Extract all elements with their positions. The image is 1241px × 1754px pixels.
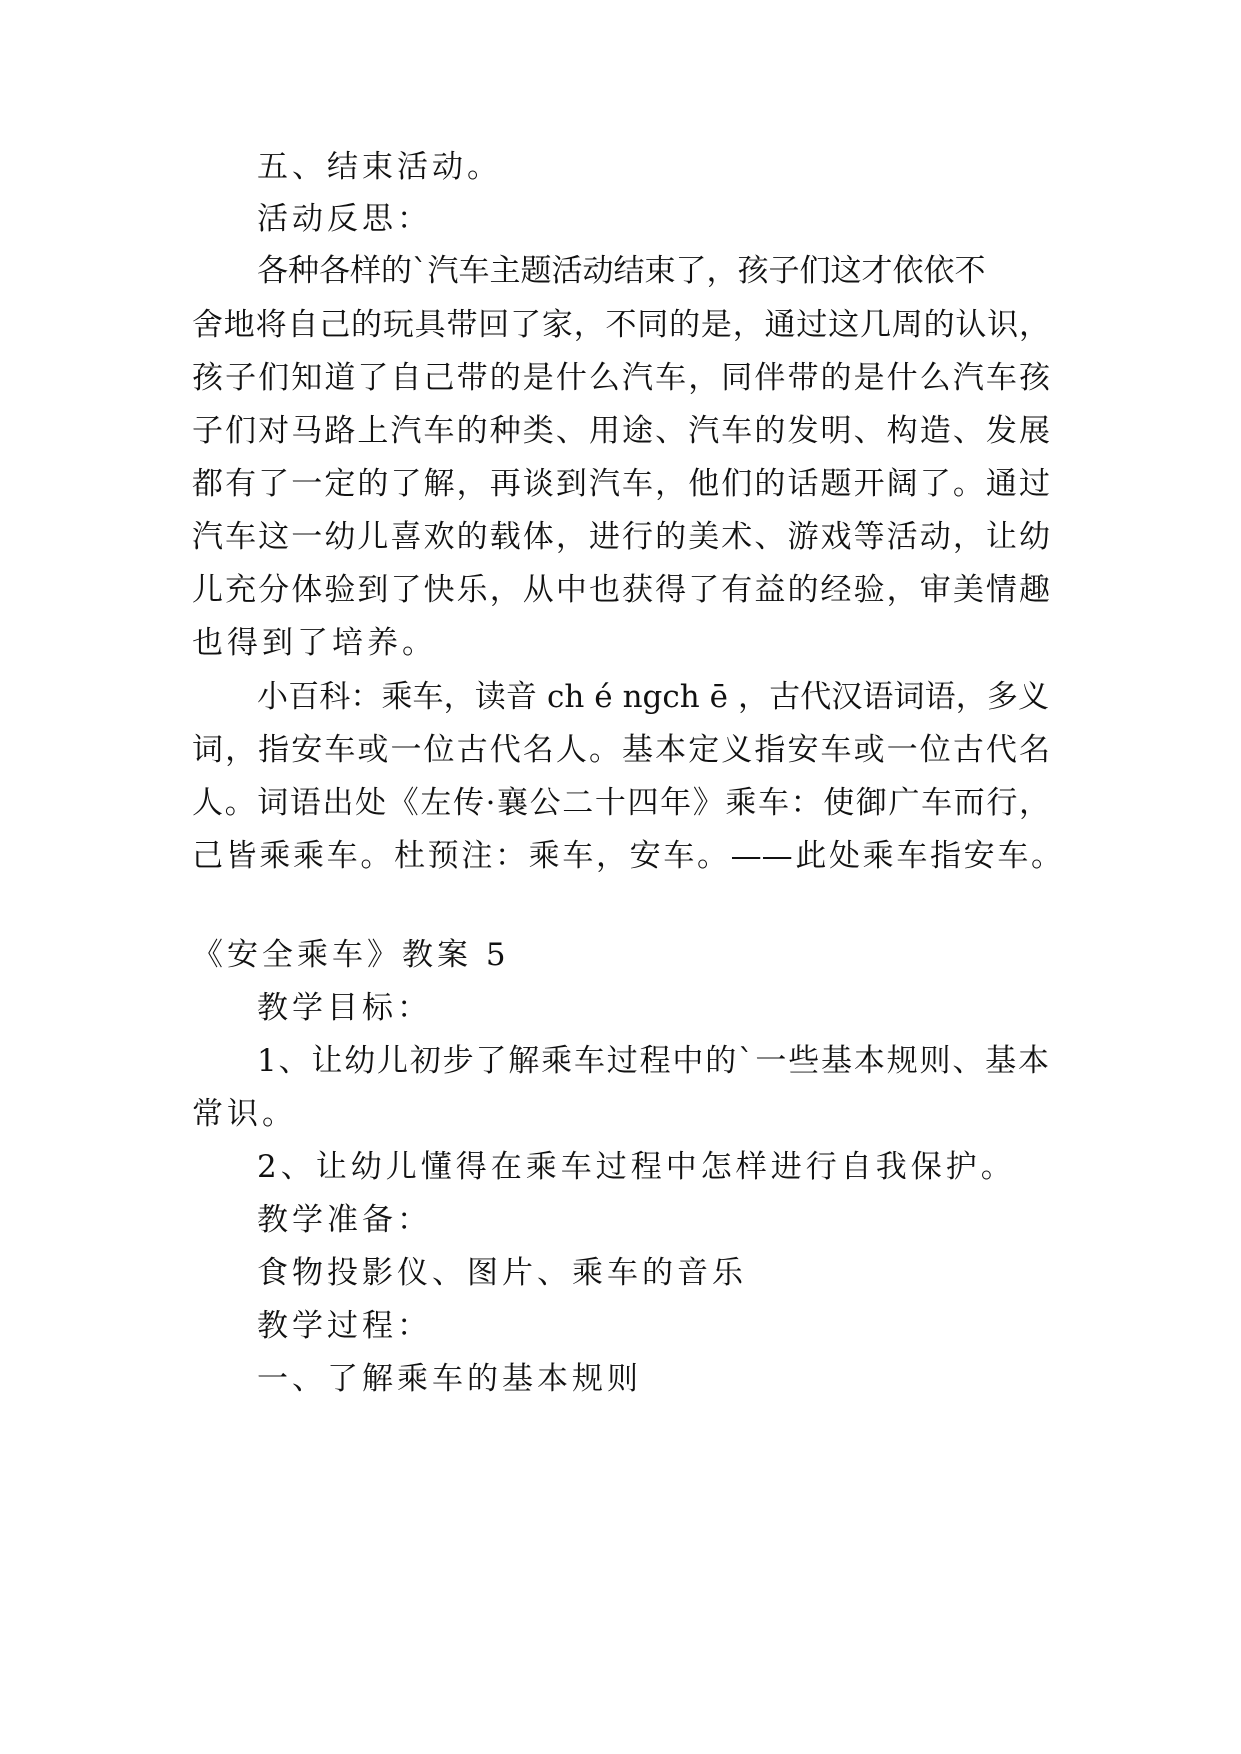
goal-1-line-1: 1、让幼儿初步了解乘车过程中的`一些基本规则、基本: [257, 1043, 1049, 1079]
reflection-line-7: 儿充分体验到了快乐，从中也获得了有益的经验，审美情趣: [192, 572, 1050, 608]
reflection-label: 活动反思：: [257, 201, 432, 237]
encyclopedia-line-4: 己皆乘乘车。杜预注：乘车，安车。——此处乘车指安车。: [192, 838, 1062, 874]
section-heading-end-activity: 五、结束活动。: [257, 149, 502, 185]
process-step-1: 一、了解乘车的基本规则: [257, 1361, 642, 1397]
reflection-line-3: 孩子们知道了自己带的是什么汽车，同伴带的是什么汽车孩: [192, 360, 1050, 396]
teaching-prep-items: 食物投影仪、图片、乘车的音乐: [257, 1255, 747, 1291]
encyclopedia-line-2: 词，指安车或一位古代名人。基本定义指安车或一位古代名: [192, 732, 1050, 768]
teaching-goals-label: 教学目标：: [257, 990, 432, 1026]
encyclopedia-line-1: 小百科：乘车，读音 ch é ngch ē ，古代汉语词语，多义: [257, 679, 1049, 715]
reflection-line-2: 舍地将自己的玩具带回了家，不同的是，通过这几周的认识，: [192, 307, 1050, 343]
goal-2: 2、让幼儿懂得在乘车过程中怎样进行自我保护。: [257, 1149, 1016, 1185]
teaching-process-label: 教学过程：: [257, 1308, 432, 1344]
teaching-prep-label: 教学准备：: [257, 1202, 432, 1238]
lesson-title: 《安全乘车》教案 5: [192, 937, 510, 973]
reflection-line-1: 各种各样的`汽车主题活动结束了，孩子们这才依依不: [257, 253, 986, 289]
reflection-line-8: 也得到了培养。: [192, 625, 437, 661]
encyclopedia-line-3: 人。词语出处《左传·襄公二十四年》乘车：使御广车而行，: [192, 785, 1050, 821]
reflection-line-4: 子们对马路上汽车的种类、用途、汽车的发明、构造、发展: [192, 413, 1050, 449]
reflection-line-5: 都有了一定的了解，再谈到汽车，他们的话题开阔了。通过: [192, 466, 1050, 502]
reflection-line-6: 汽车这一幼儿喜欢的载体，进行的美术、游戏等活动，让幼: [192, 519, 1050, 555]
goal-1-line-2: 常识。: [192, 1096, 297, 1132]
